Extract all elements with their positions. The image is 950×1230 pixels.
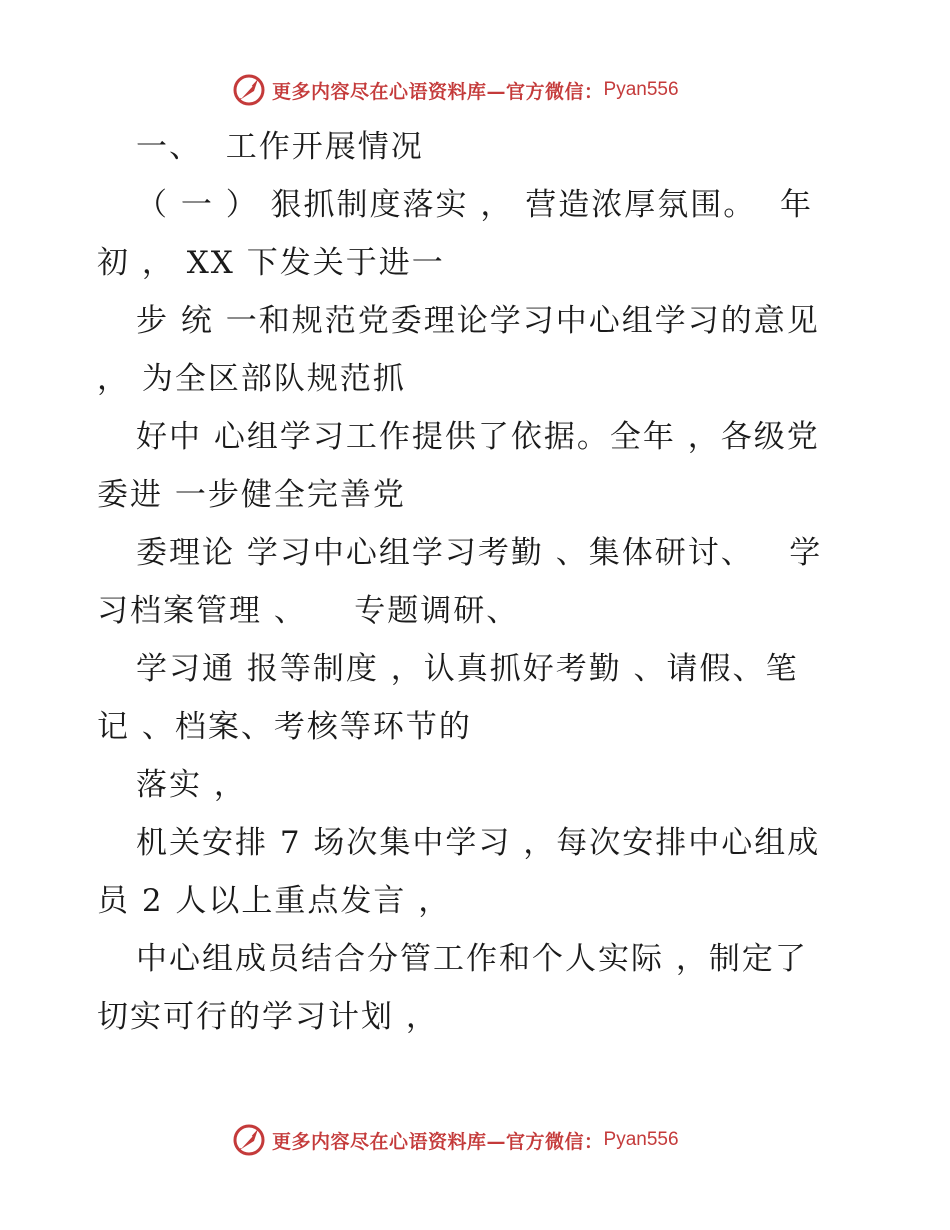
paragraph-line: 学习通 报等制度 ，认真抓好考勤 、请假、笔	[136, 651, 799, 687]
footer-watermark	[232, 1122, 679, 1158]
paragraph-line: 落实 ，	[136, 767, 247, 803]
paragraph-line: 委理论 学习中心组学习考勤 、集体研讨、 学	[136, 535, 823, 571]
quill-logo-icon	[232, 1123, 266, 1157]
paragraph-line: 习档案管理 、 专题调研、	[97, 593, 520, 629]
header-watermark	[232, 72, 679, 108]
paragraph-line: 中心组成员结合分管工作和个人实际 ，制定了	[136, 941, 808, 977]
paragraph-line: 初 ， XX 下发关于进一	[97, 245, 445, 281]
section-heading: 一、 工作开展情况	[136, 129, 424, 165]
paragraph-line: ， 为全区部队规范抓	[97, 361, 406, 397]
paragraph-line: 切实可行的学习计划 ，	[97, 999, 439, 1035]
watermark-wechat-id: Pyan556	[603, 79, 679, 100]
paragraph-line: 步 统 一和规范党委理论学习中心组学习的意见	[136, 303, 820, 339]
paragraph-line: 委进 一步健全完善党	[97, 477, 406, 513]
watermark-text: 更多内容尽在心语资料库—官方微信：	[272, 1130, 604, 1153]
watermark-text: 更多内容尽在心语资料库—官方微信：	[272, 80, 604, 103]
paragraph-line: （ 一 ） 狠抓制度落实 ， 营造浓厚氛围。 年	[136, 187, 813, 223]
paragraph-line: 好中 心组学习工作提供了依据。全年 ，各级党	[136, 419, 820, 455]
quill-logo-icon	[232, 73, 266, 107]
paragraph-line: 机关安排 7 场次集中学习 ，每次安排中心组成	[136, 825, 821, 861]
watermark-wechat-id: Pyan556	[603, 1129, 679, 1150]
paragraph-line: 员 2 人以上重点发言 ，	[97, 883, 452, 919]
paragraph-line: 记 、档案、考核等环节的	[97, 709, 472, 745]
